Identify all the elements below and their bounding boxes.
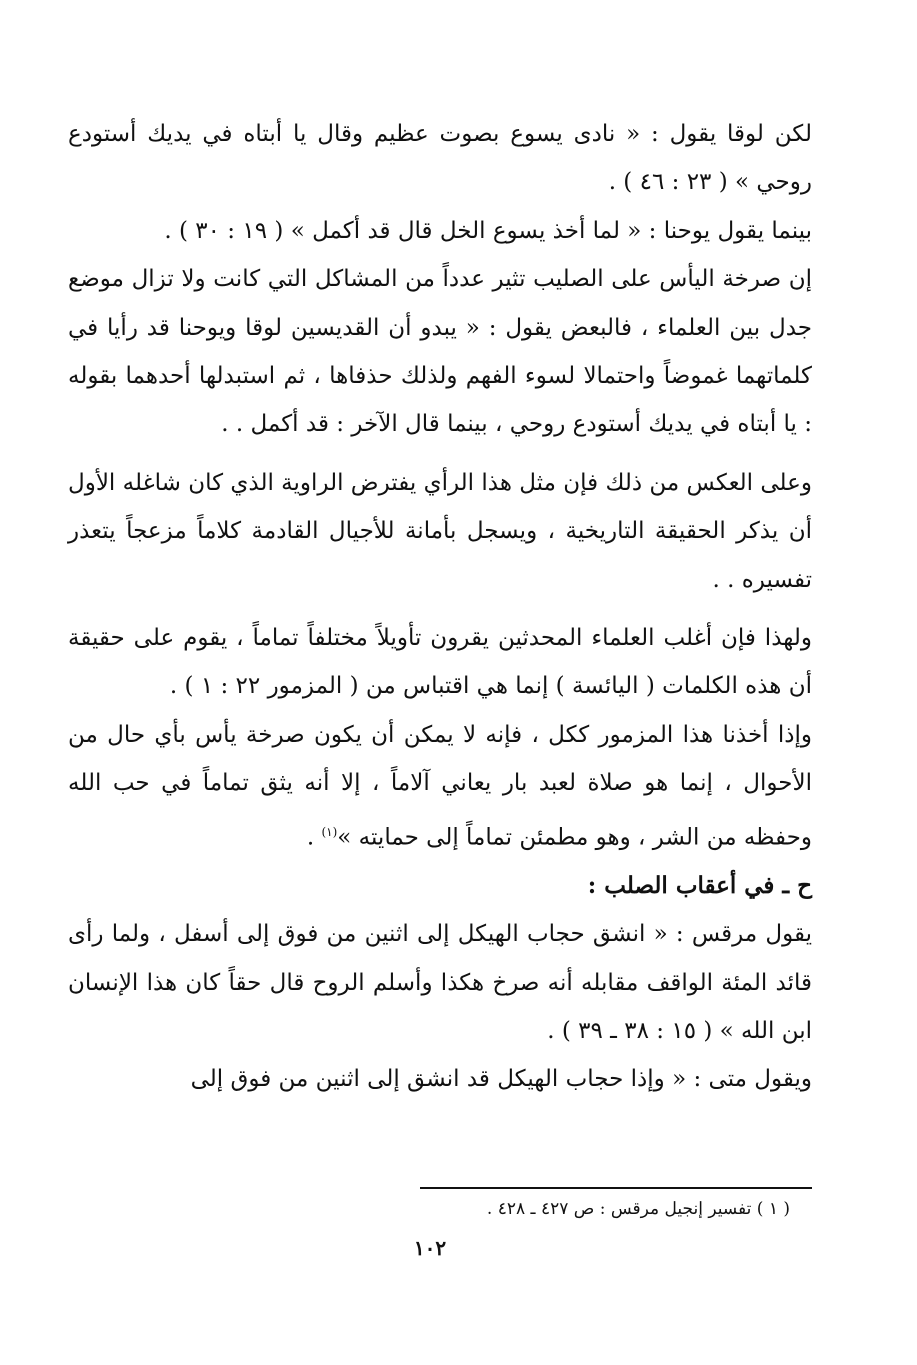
paragraph-matthew: ويقول متى : « وإذا حجاب الهيكل قد انشق إلى اثنين من فوق إلى: [190, 1066, 812, 1093]
paragraph-psalm-end: .: [306, 824, 322, 851]
paragraph-psalm-text: وإذا أخذنا هذا المزمور ككل ، فإنه لا يمكن أن يكون صرخة يأس بأي حال من الأحوال ، إنما هو صلاة لعبد بار يعاني آلاماً ، إلا أنه يثق تماماً في حب الله وحفظه من الشر ، وهو مطمئن تماماً إلى حمايته »: [68, 721, 812, 851]
footnote: ( ١ ) تفسير إنجيل مرقس : ص ٤٢٧ ـ ٤٢٨ .: [486, 1199, 790, 1219]
paragraph-psalm: [68, 711, 812, 862]
page-number: ١٠٢: [413, 1236, 447, 1260]
section-heading: ح ـ في أعقاب الصلب :: [587, 871, 812, 899]
paragraph-john: بينما يقول يوحنا : « لما أخذ يسوع الخل قال قد أكمل » ( ١٩ : ٣٠ ) .: [164, 217, 812, 244]
footnote-divider: [420, 1187, 812, 1189]
paragraph-cry-of-despair: إن صرخة اليأس على الصليب تثير عدداً من المشاكل التي كانت ولا تزال موضع جدل بين العلماء ، فالبعض يقول : « يبدو أن القديسين لوقا ويوحنا قد رأيا في كلماتهما غموضاً واحتمالا لسوء الفهم ولذلك حذفاها ، ثم استبدلها أحدهما بقوله : يا أبتاه في يديك أستودع روحي ، بينما قال الآخر : قد أكمل . .: [68, 266, 812, 438]
paragraph-mark: يقول مرقس : « انشق حجاب الهيكل إلى اثنين من فوق إلى أسفل ، ولما رأى قائد المئة الواقف مقابله أنه صرخ هكذا وأسلم الروح قال حقاً كان هذا الإنسان ابن الله » ( ١٥ : ٣٨ ـ ٣٩ ) .: [68, 921, 812, 1044]
footnote-marker: (١): [321, 824, 338, 839]
body-text: [68, 110, 812, 1104]
paragraph-modern-scholars: ولهذا فإن أغلب العلماء المحدثين يقرون تأويلاً مختلفاً تماماً ، يقوم على حقيقة أن هذه الكلمات ( اليائسة ) إنما هي اقتباس من ( المزمور ٢٢ : ١ ) .: [68, 625, 812, 700]
paragraph-luke: لكن لوقا يقول : « نادى يسوع بصوت عظيم وقال يا أبتاه في يديك أستودع روحي » ( ٢٣ : ٤٦ ) .: [68, 121, 812, 196]
paragraph-contrary-view: وعلى العكس من ذلك فإن مثل هذا الرأي يفترض الراوية الذي كان شاغله الأول أن يذكر الحقيقة التاريخية ، ويسجل بأمانة للأجيال القادمة كلاماً مزعجاً يتعذر تفسيره . .: [68, 469, 812, 593]
